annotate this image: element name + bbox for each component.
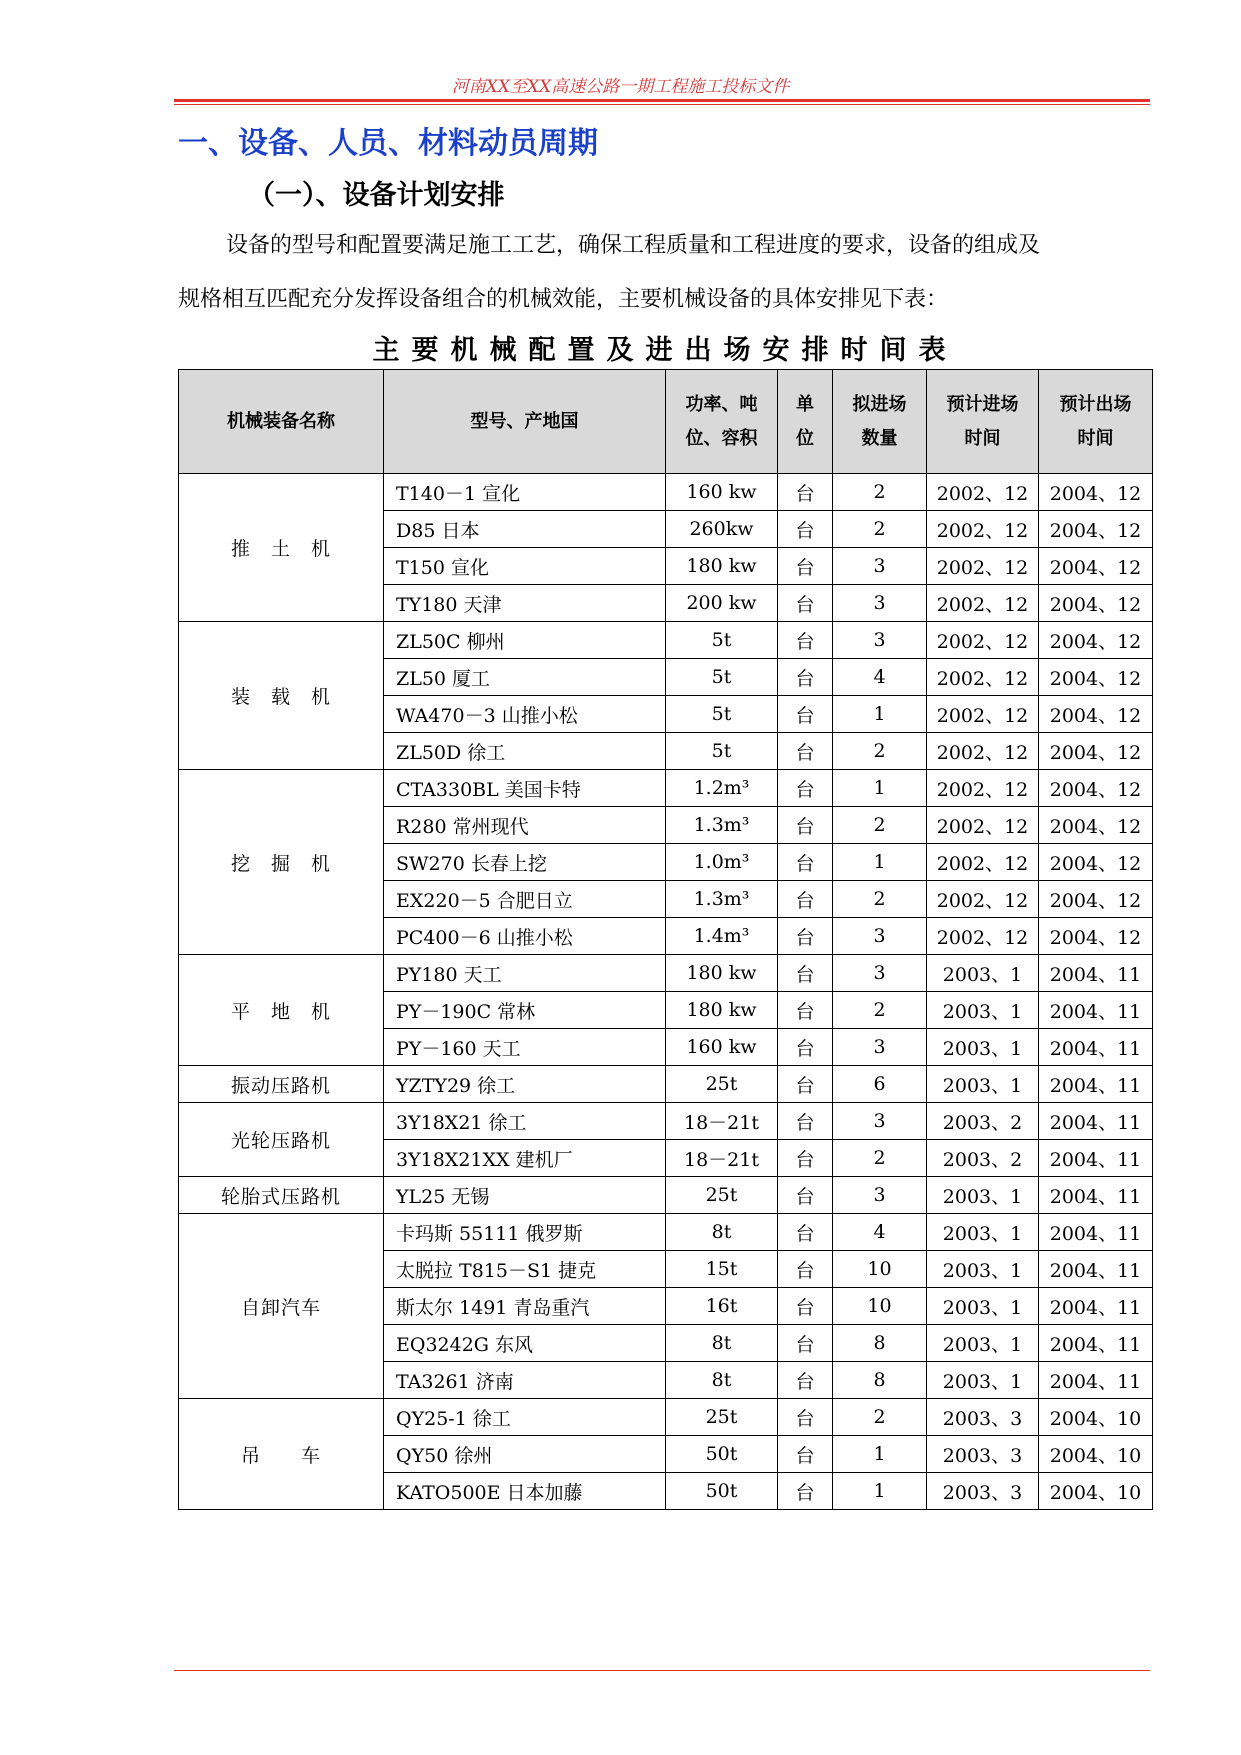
capacity-cell: 5t [666,659,778,696]
exit-time-cell: 2004、11 [1039,1066,1153,1103]
exit-time-cell: 2004、11 [1039,955,1153,992]
model-cell: 太脱拉 T815－S1 捷克 [384,1251,666,1288]
table-row [179,1066,1153,1103]
capacity-cell: 5t [666,733,778,770]
model-cell: ZL50 厦工 [384,659,666,696]
entry-time-cell: 2003、1 [927,1177,1039,1214]
entry-time-cell: 2002、12 [927,844,1039,881]
exit-time-cell: 2004、11 [1039,1103,1153,1140]
model-cell: PC400－6 山推小松 [384,918,666,955]
model-cell: QY50 徐州 [384,1436,666,1473]
quantity-cell: 1 [833,770,927,807]
quantity-cell: 3 [833,918,927,955]
model-cell: D85 日本 [384,511,666,548]
model-cell: KATO500E 日本加藤 [384,1473,666,1510]
entry-time-cell: 2003、3 [927,1399,1039,1436]
exit-time-cell: 2004、11 [1039,1362,1153,1399]
entry-time-cell: 2002、12 [927,733,1039,770]
model-cell: PY－160 天工 [384,1029,666,1066]
exit-time-cell: 2004、11 [1039,992,1153,1029]
entry-time-cell: 2003、1 [927,1214,1039,1251]
unit-cell: 台 [778,844,833,881]
quantity-cell: 4 [833,659,927,696]
unit-cell: 台 [778,992,833,1029]
category-cell: 吊 车 [179,1399,384,1510]
model-cell: TA3261 济南 [384,1362,666,1399]
quantity-cell: 1 [833,696,927,733]
unit-cell: 台 [778,1473,833,1510]
table-row [179,622,1153,659]
entry-time-cell: 2002、12 [927,918,1039,955]
entry-time-cell: 2003、1 [927,1325,1039,1362]
capacity-cell: 160 kw [666,1029,778,1066]
unit-cell: 台 [778,511,833,548]
header-unit: 单位 [778,370,833,474]
capacity-cell: 25t [666,1066,778,1103]
capacity-cell: 260kw [666,511,778,548]
quantity-cell: 8 [833,1362,927,1399]
model-cell: R280 常州现代 [384,807,666,844]
equipment-table [178,369,1153,1510]
model-cell: EQ3242G 东风 [384,1325,666,1362]
capacity-cell: 25t [666,1399,778,1436]
quantity-cell: 8 [833,1325,927,1362]
capacity-cell: 5t [666,696,778,733]
table-body [179,474,1153,1510]
quantity-cell: 2 [833,733,927,770]
exit-time-cell: 2004、12 [1039,548,1153,585]
quantity-cell: 2 [833,1140,927,1177]
model-cell: PY180 天工 [384,955,666,992]
table-row [179,1214,1153,1251]
header-exit-time: 预计出场时间 [1039,370,1153,474]
unit-cell: 台 [778,955,833,992]
header-equipment-name: 机械装备名称 [179,370,384,474]
unit-cell: 台 [778,733,833,770]
exit-time-cell: 2004、11 [1039,1288,1153,1325]
quantity-cell: 2 [833,881,927,918]
exit-time-cell: 2004、11 [1039,1177,1153,1214]
quantity-cell: 1 [833,1436,927,1473]
capacity-cell: 18－21t [666,1103,778,1140]
model-cell: WA470－3 山推小松 [384,696,666,733]
section-heading: 一、设备、人员、材料动员周期 [178,126,598,161]
capacity-cell: 1.4m³ [666,918,778,955]
header-rule [174,99,1150,102]
category-cell: 平 地 机 [179,955,384,1066]
unit-cell: 台 [778,1251,833,1288]
unit-cell: 台 [778,1436,833,1473]
unit-cell: 台 [778,770,833,807]
table-row [179,474,1153,511]
entry-time-cell: 2002、12 [927,881,1039,918]
entry-time-cell: 2003、1 [927,1251,1039,1288]
exit-time-cell: 2004、12 [1039,918,1153,955]
unit-cell: 台 [778,622,833,659]
entry-time-cell: 2002、12 [927,585,1039,622]
quantity-cell: 3 [833,622,927,659]
capacity-cell: 1.3m³ [666,807,778,844]
entry-time-cell: 2003、3 [927,1436,1039,1473]
entry-time-cell: 2002、12 [927,807,1039,844]
table-row [179,1399,1153,1436]
exit-time-cell: 2004、10 [1039,1399,1153,1436]
exit-time-cell: 2004、11 [1039,1325,1153,1362]
capacity-cell: 8t [666,1362,778,1399]
table-row [179,955,1153,992]
entry-time-cell: 2003、1 [927,955,1039,992]
unit-cell: 台 [778,881,833,918]
capacity-cell: 200 kw [666,585,778,622]
exit-time-cell: 2004、12 [1039,844,1153,881]
unit-cell: 台 [778,1140,833,1177]
unit-cell: 台 [778,1325,833,1362]
model-cell: SW270 长春上挖 [384,844,666,881]
quantity-cell: 3 [833,1103,927,1140]
unit-cell: 台 [778,918,833,955]
entry-time-cell: 2002、12 [927,548,1039,585]
exit-time-cell: 2004、12 [1039,696,1153,733]
model-cell: YL25 无锡 [384,1177,666,1214]
capacity-cell: 1.2m³ [666,770,778,807]
quantity-cell: 3 [833,1029,927,1066]
entry-time-cell: 2002、12 [927,770,1039,807]
entry-time-cell: 2003、3 [927,1473,1039,1510]
unit-cell: 台 [778,1177,833,1214]
unit-cell: 台 [778,1399,833,1436]
model-cell: T140－1 宣化 [384,474,666,511]
quantity-cell: 2 [833,474,927,511]
model-cell: YZTY29 徐工 [384,1066,666,1103]
exit-time-cell: 2004、12 [1039,733,1153,770]
unit-cell: 台 [778,1288,833,1325]
header-quantity: 拟进场数量 [833,370,927,474]
model-cell: QY25-1 徐工 [384,1399,666,1436]
category-cell: 自卸汽车 [179,1214,384,1399]
capacity-cell: 50t [666,1436,778,1473]
model-cell: EX220－5 合肥日立 [384,881,666,918]
quantity-cell: 3 [833,955,927,992]
header-rule-thin [174,104,1150,105]
model-cell: 3Y18X21XX 建机厂 [384,1140,666,1177]
exit-time-cell: 2004、11 [1039,1029,1153,1066]
category-cell: 轮胎式压路机 [179,1177,384,1214]
quantity-cell: 2 [833,992,927,1029]
quantity-cell: 1 [833,1473,927,1510]
header-capacity: 功率、吨位、容积 [666,370,778,474]
capacity-cell: 180 kw [666,992,778,1029]
entry-time-cell: 2003、2 [927,1103,1039,1140]
table-header-row [179,370,1153,474]
paragraph-line-1: 设备的型号和配置要满足施工工艺，确保工程质量和工程进度的要求，设备的组成及 [226,233,1041,258]
quantity-cell: 2 [833,1399,927,1436]
quantity-cell: 3 [833,548,927,585]
entry-time-cell: 2003、1 [927,1066,1039,1103]
model-cell: TY180 天津 [384,585,666,622]
exit-time-cell: 2004、10 [1039,1473,1153,1510]
exit-time-cell: 2004、12 [1039,511,1153,548]
exit-time-cell: 2004、10 [1039,1436,1153,1473]
capacity-cell: 1.3m³ [666,881,778,918]
entry-time-cell: 2003、2 [927,1140,1039,1177]
model-cell: 3Y18X21 徐工 [384,1103,666,1140]
model-cell: PY－190C 常林 [384,992,666,1029]
model-cell: 斯太尔 1491 青岛重汽 [384,1288,666,1325]
exit-time-cell: 2004、11 [1039,1214,1153,1251]
unit-cell: 台 [778,474,833,511]
capacity-cell: 8t [666,1214,778,1251]
quantity-cell: 3 [833,1177,927,1214]
exit-time-cell: 2004、11 [1039,1251,1153,1288]
capacity-cell: 180 kw [666,955,778,992]
table-row [179,770,1153,807]
entry-time-cell: 2003、1 [927,1362,1039,1399]
running-header: 河南XX至XX高速公路一期工程施工投标文件 [451,77,790,97]
exit-time-cell: 2004、12 [1039,474,1153,511]
table-row [179,1103,1153,1140]
capacity-cell: 16t [666,1288,778,1325]
quantity-cell: 3 [833,585,927,622]
unit-cell: 台 [778,659,833,696]
entry-time-cell: 2003、1 [927,992,1039,1029]
entry-time-cell: 2003、1 [927,1288,1039,1325]
category-cell: 推 土 机 [179,474,384,622]
table-row [179,1177,1153,1214]
entry-time-cell: 2002、12 [927,659,1039,696]
footer-rule [174,1670,1150,1671]
exit-time-cell: 2004、12 [1039,807,1153,844]
category-cell: 挖 掘 机 [179,770,384,955]
capacity-cell: 18－21t [666,1140,778,1177]
quantity-cell: 2 [833,807,927,844]
capacity-cell: 8t [666,1325,778,1362]
category-cell: 光轮压路机 [179,1103,384,1177]
entry-time-cell: 2002、12 [927,474,1039,511]
unit-cell: 台 [778,1029,833,1066]
category-cell: 装 载 机 [179,622,384,770]
entry-time-cell: 2002、12 [927,622,1039,659]
capacity-cell: 50t [666,1473,778,1510]
unit-cell: 台 [778,1103,833,1140]
table-title: 主要机械配置及进出场安排时间表 [372,335,958,366]
capacity-cell: 25t [666,1177,778,1214]
subsection-heading: （一）、设备计划安排 [248,180,505,211]
quantity-cell: 10 [833,1251,927,1288]
entry-time-cell: 2002、12 [927,511,1039,548]
exit-time-cell: 2004、12 [1039,585,1153,622]
unit-cell: 台 [778,1066,833,1103]
header-model-origin: 型号、产地国 [384,370,666,474]
capacity-cell: 5t [666,622,778,659]
entry-time-cell: 2002、12 [927,696,1039,733]
exit-time-cell: 2004、12 [1039,770,1153,807]
model-cell: T150 宣化 [384,548,666,585]
unit-cell: 台 [778,585,833,622]
model-cell: 卡玛斯 55111 俄罗斯 [384,1214,666,1251]
quantity-cell: 1 [833,844,927,881]
exit-time-cell: 2004、11 [1039,1140,1153,1177]
unit-cell: 台 [778,807,833,844]
unit-cell: 台 [778,696,833,733]
category-cell: 振动压路机 [179,1066,384,1103]
capacity-cell: 1.0m³ [666,844,778,881]
exit-time-cell: 2004、12 [1039,622,1153,659]
header-entry-time: 预计进场时间 [927,370,1039,474]
exit-time-cell: 2004、12 [1039,659,1153,696]
quantity-cell: 2 [833,511,927,548]
quantity-cell: 4 [833,1214,927,1251]
paragraph-line-2: 规格相互匹配充分发挥设备组合的机械效能，主要机械设备的具体安排见下表： [178,287,949,312]
exit-time-cell: 2004、12 [1039,881,1153,918]
unit-cell: 台 [778,1362,833,1399]
model-cell: ZL50C 柳州 [384,622,666,659]
model-cell: CTA330BL 美国卡特 [384,770,666,807]
unit-cell: 台 [778,1214,833,1251]
quantity-cell: 10 [833,1288,927,1325]
quantity-cell: 6 [833,1066,927,1103]
unit-cell: 台 [778,548,833,585]
model-cell: ZL50D 徐工 [384,733,666,770]
capacity-cell: 15t [666,1251,778,1288]
capacity-cell: 160 kw [666,474,778,511]
capacity-cell: 180 kw [666,548,778,585]
entry-time-cell: 2003、1 [927,1029,1039,1066]
